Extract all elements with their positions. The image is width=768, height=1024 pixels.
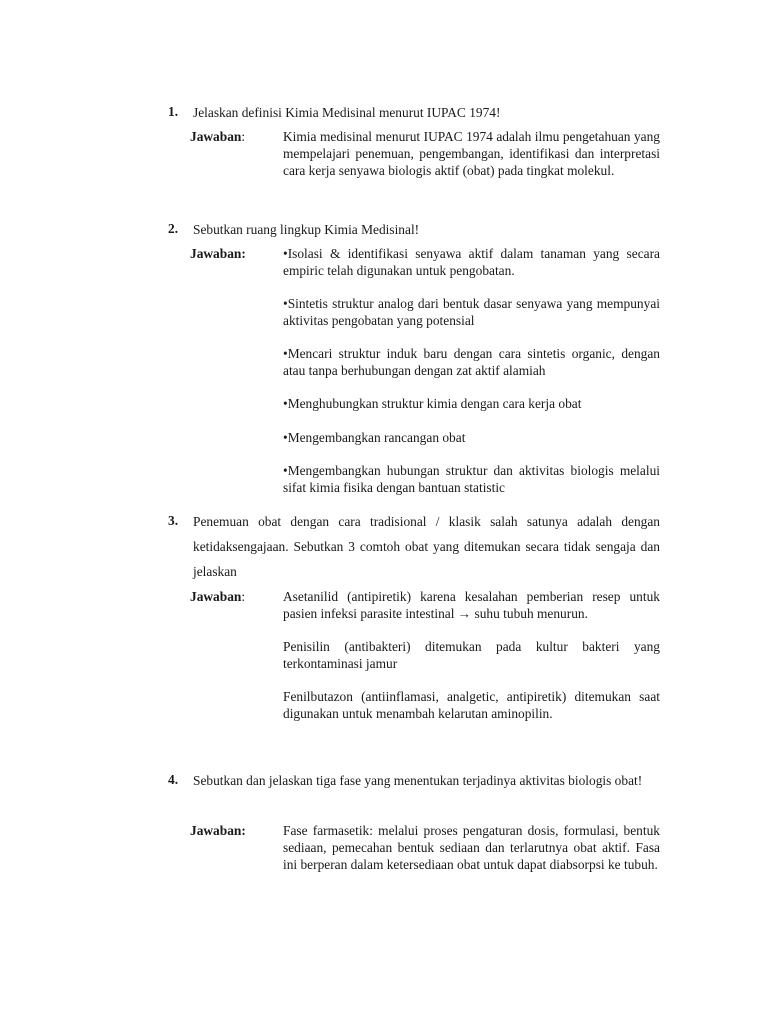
answer-bullet: •Mencari struktur induk baru dengan cara sintetis organic, dengan atau tanpa berhubungan dengan zat aktif alamiah — [283, 346, 660, 378]
answer-bullet: •Sintetis struktur analog dari bentuk dasar senyawa yang mempunyai aktivitas pengobatan yang potensial — [283, 296, 660, 328]
answer-3 — [190, 589, 660, 723]
question-text: Jelaskan definisi Kimia Medisinal menurut IUPAC 1974! — [193, 105, 501, 120]
answer-paragraph: Fase farmasetik: melalui proses pengaturan dosis, formulasi, bentuk sediaan, pemecahan bentuk sediaan dan terlarutnya obat aktif. Fasa ini berperan dalam ketersediaan obat untuk dapat diabsorpsi ke tubuh. — [283, 823, 660, 872]
question-number: 4. — [168, 772, 179, 787]
answer-2 — [190, 246, 660, 496]
question-number: 1. — [168, 104, 179, 119]
answer-paragraph: Fenilbutazon (antiinflamasi, analgetic, antipiretik) ditemukan saat digunakan untuk menambah kelarutan aminopilin. — [283, 689, 660, 721]
question-1 — [168, 104, 660, 121]
question-text: Sebutkan dan jelaskan tiga fase yang menentukan terjadinya aktivitas biologis obat! — [193, 773, 643, 788]
answer-bullet: •Mengembangkan hubungan struktur dan aktivitas biologis melalui sifat kimia fisika dengan bantuan statistic — [283, 462, 660, 495]
answer-bullet: •Isolasi & identifikasi senyawa aktif dalam tanaman yang secara empiric telah digunakan untuk pengobatan. — [283, 246, 660, 278]
question-3 — [168, 509, 660, 584]
question-number: 2. — [168, 221, 179, 236]
answer-label: Jawaban: — [190, 246, 246, 261]
answer-body — [283, 246, 660, 496]
question-text: Penemuan obat dengan cara tradisional / klasik salah satunya adalah dengan ketidaksengajaan. Sebutkan 3 comtoh obat yang ditemukan secara tidak sengaja dan jelaskan — [193, 514, 660, 579]
answer-label: Jawaban: — [190, 823, 246, 838]
answer-paragraph: Penisilin (antibakteri) ditemukan pada kultur bakteri yang terkontaminasi jamur — [283, 639, 660, 671]
answer-label: Jawaban: — [190, 129, 246, 144]
answer-bullet: •Menghubungkan struktur kimia dengan cara kerja obat — [283, 396, 582, 412]
answer-paragraph: Kimia medisinal menurut IUPAC 1974 adalah ilmu pengetahuan yang mempelajari penemuan, pengembangan, identifikasi dan interpretasi cara kerja senyawa biologis aktif (obat) pada tingkat molekul. — [283, 129, 660, 178]
answer-body — [283, 823, 660, 873]
answer-body — [283, 129, 660, 179]
question-2 — [168, 221, 660, 238]
question-4 — [168, 768, 660, 793]
question-number: 3. — [168, 513, 179, 528]
answer-bullet: •Mengembangkan rancangan obat — [283, 429, 466, 445]
answer-label: Jawaban: — [190, 589, 246, 604]
answer-4 — [190, 823, 660, 873]
answer-body — [283, 589, 660, 723]
answer-paragraph: Asetanilid (antipiretik) karena kesalahan pemberian resep untuk pasien infeksi parasite intestinal → suhu tubuh menurun. — [283, 589, 660, 621]
answer-1 — [190, 129, 660, 179]
question-text: Sebutkan ruang lingkup Kimia Medisinal! — [193, 222, 420, 237]
